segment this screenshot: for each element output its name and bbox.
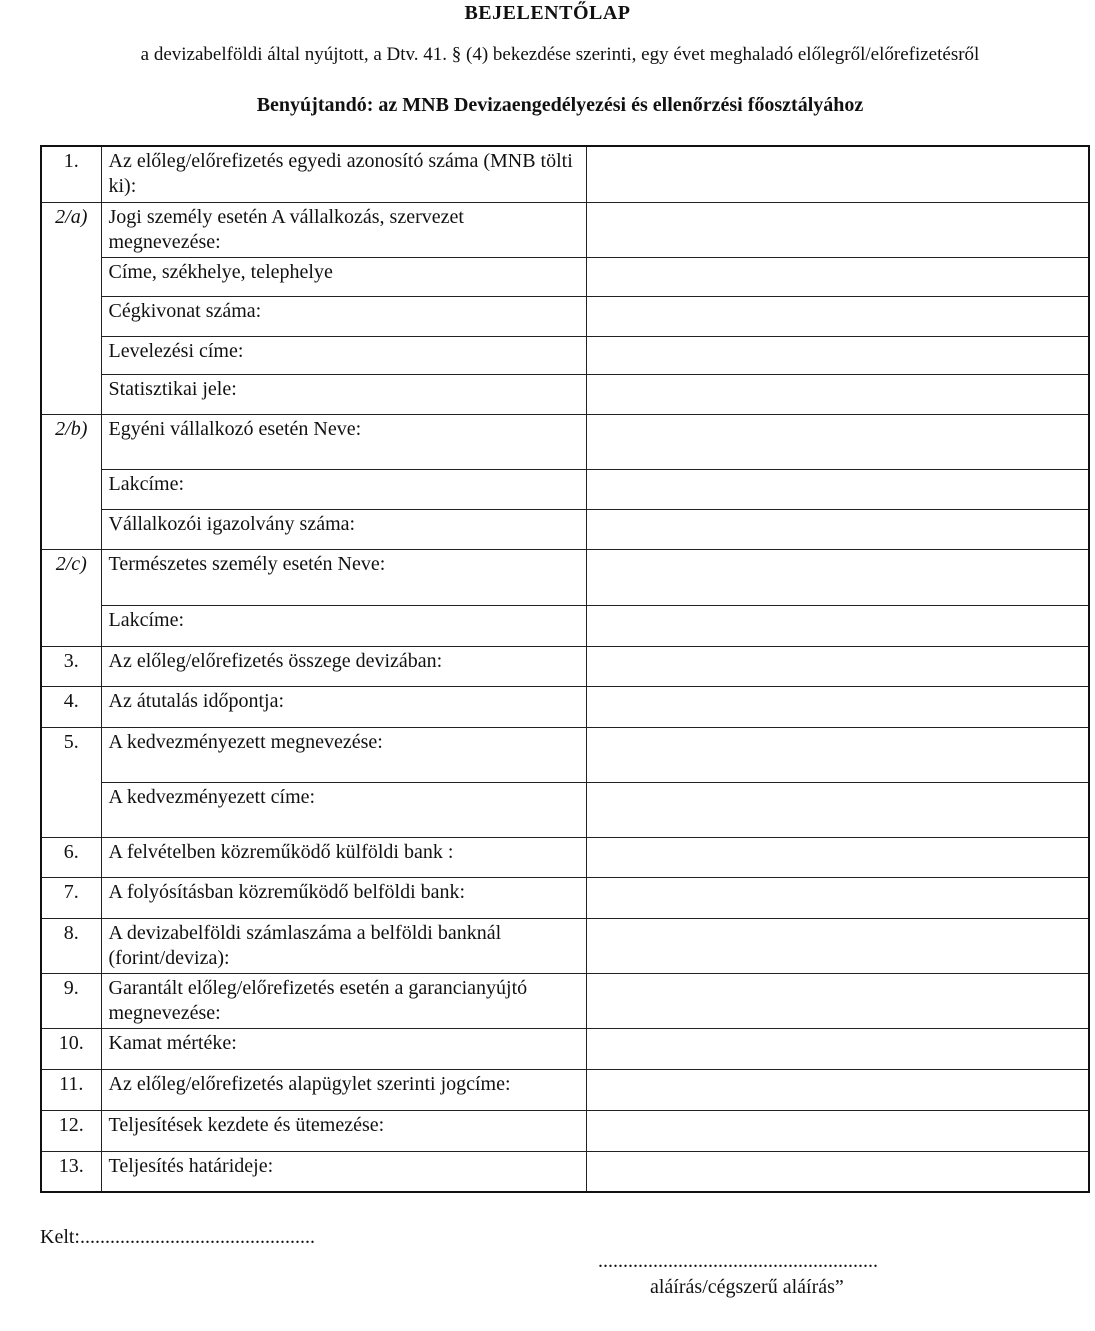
table-row — [41, 605, 1089, 646]
row-label: Teljesítés határideje: — [101, 1151, 586, 1192]
row-value-field[interactable] — [586, 782, 1089, 837]
row-number-text: 2/a) — [55, 205, 88, 228]
table-row — [41, 257, 1089, 296]
submit-to-heading: Benyújtandó: az MNB Devizaengedélyezési és ellenőrzési főosztályához — [256, 94, 864, 116]
row-value-field[interactable] — [586, 414, 1089, 469]
row-value-field[interactable] — [586, 646, 1089, 686]
row-label: Lakcíme: — [101, 469, 586, 509]
row-number — [41, 414, 101, 549]
row-label: A felvételben közreműködő külföldi bank : — [101, 837, 586, 877]
row-value-field[interactable] — [586, 727, 1089, 782]
row-label: A devizabelföldi számlaszáma a belföldi banknál (forint/deviza): — [101, 918, 586, 973]
row-value-field[interactable] — [586, 1069, 1089, 1110]
table-row — [41, 1151, 1089, 1192]
row-label: Az előleg/előrefizetés alapügylet szerinti jogcíme: — [101, 1069, 586, 1110]
row-value-field[interactable] — [586, 1110, 1089, 1151]
row-value-field[interactable] — [586, 686, 1089, 727]
row-label: Garantált előleg/előrefizetés esetén a garancianyújtó megnevezése: — [101, 973, 586, 1028]
table-row — [41, 374, 1089, 414]
table-row — [41, 146, 1089, 202]
row-value-field[interactable] — [586, 336, 1089, 374]
row-number: 5. — [41, 727, 101, 837]
table-row — [41, 918, 1089, 973]
row-number: 9. — [41, 973, 101, 1028]
form-subtitle: a devizabelföldi által nyújtott, a Dtv. 41. § (4) bekezdése szerinti, egy évet meghaladó előlegről/előrefizetésről — [140, 44, 980, 65]
row-label: Természetes személy esetén Neve: — [101, 549, 586, 605]
table-row — [41, 877, 1089, 918]
declaration-table — [40, 145, 1090, 1193]
form-title: BEJELENTŐLAP — [464, 2, 631, 24]
row-label: Teljesítések kezdete és ütemezése: — [101, 1110, 586, 1151]
row-value-field[interactable] — [586, 202, 1089, 257]
row-number — [41, 549, 101, 646]
row-label: Cégkivonat száma: — [101, 296, 586, 336]
row-number: 13. — [41, 1151, 101, 1192]
table-row — [41, 782, 1089, 837]
table-row — [41, 296, 1089, 336]
table-row — [41, 1069, 1089, 1110]
table-row — [41, 837, 1089, 877]
row-value-field[interactable] — [586, 877, 1089, 918]
row-number: 6. — [41, 837, 101, 877]
row-label: Egyéni vállalkozó esetén Neve: — [101, 414, 586, 469]
row-label: Statisztikai jele: — [101, 374, 586, 414]
table-row — [41, 686, 1089, 727]
table-row — [41, 1110, 1089, 1151]
row-label: Az átutalás időpontja: — [101, 686, 586, 727]
row-number: 7. — [41, 877, 101, 918]
table-row — [41, 414, 1089, 469]
row-label: A kedvezményezett megnevezése: — [101, 727, 586, 782]
row-number: 8. — [41, 918, 101, 973]
row-number-text: 2/c) — [55, 552, 87, 575]
row-number: 1. — [41, 146, 101, 202]
row-label: Lakcíme: — [101, 605, 586, 646]
row-label: Az előleg/előrefizetés egyedi azonosító száma (MNB tölti ki): — [101, 146, 586, 202]
row-label: A kedvezményezett címe: — [101, 782, 586, 837]
row-label: Vállalkozói igazolvány száma: — [101, 509, 586, 549]
row-number: 4. — [41, 686, 101, 727]
row-value-field[interactable] — [586, 837, 1089, 877]
row-label: Kamat mértéke: — [101, 1028, 586, 1069]
table-row — [41, 973, 1089, 1028]
table-row — [41, 727, 1089, 782]
row-number-text: 2/b) — [55, 417, 88, 440]
row-label: Jogi személy esetén A vállalkozás, szervezet megnevezése: — [101, 202, 586, 257]
row-label: A folyósításban közreműködő belföldi bank: — [101, 877, 586, 918]
row-value-field[interactable] — [586, 469, 1089, 509]
table-row — [41, 202, 1089, 257]
row-number: 3. — [41, 646, 101, 686]
row-value-field[interactable] — [586, 973, 1089, 1028]
table-row — [41, 336, 1089, 374]
date-place-field[interactable]: Kelt:............................................... — [40, 1226, 315, 1248]
table-row — [41, 1028, 1089, 1069]
row-value-field[interactable] — [586, 918, 1089, 973]
row-value-field[interactable] — [586, 257, 1089, 296]
table-row — [41, 509, 1089, 549]
row-number: 11. — [41, 1069, 101, 1110]
table-row — [41, 549, 1089, 605]
row-value-field[interactable] — [586, 1151, 1089, 1192]
row-label: Címe, székhelye, telephelye — [101, 257, 586, 296]
signature-line[interactable]: ........................................................ — [598, 1250, 878, 1272]
row-number: 12. — [41, 1110, 101, 1151]
row-value-field[interactable] — [586, 549, 1089, 605]
table-row — [41, 469, 1089, 509]
signature-label: aláírás/cégszerű aláírás” — [650, 1276, 844, 1298]
row-value-field[interactable] — [586, 146, 1089, 202]
row-value-field[interactable] — [586, 605, 1089, 646]
row-value-field[interactable] — [586, 374, 1089, 414]
row-number — [41, 202, 101, 414]
row-number: 10. — [41, 1028, 101, 1069]
row-value-field[interactable] — [586, 296, 1089, 336]
row-value-field[interactable] — [586, 509, 1089, 549]
row-label: Levelezési címe: — [101, 336, 586, 374]
row-label: Az előleg/előrefizetés összege devizában: — [101, 646, 586, 686]
row-value-field[interactable] — [586, 1028, 1089, 1069]
table-row — [41, 646, 1089, 686]
